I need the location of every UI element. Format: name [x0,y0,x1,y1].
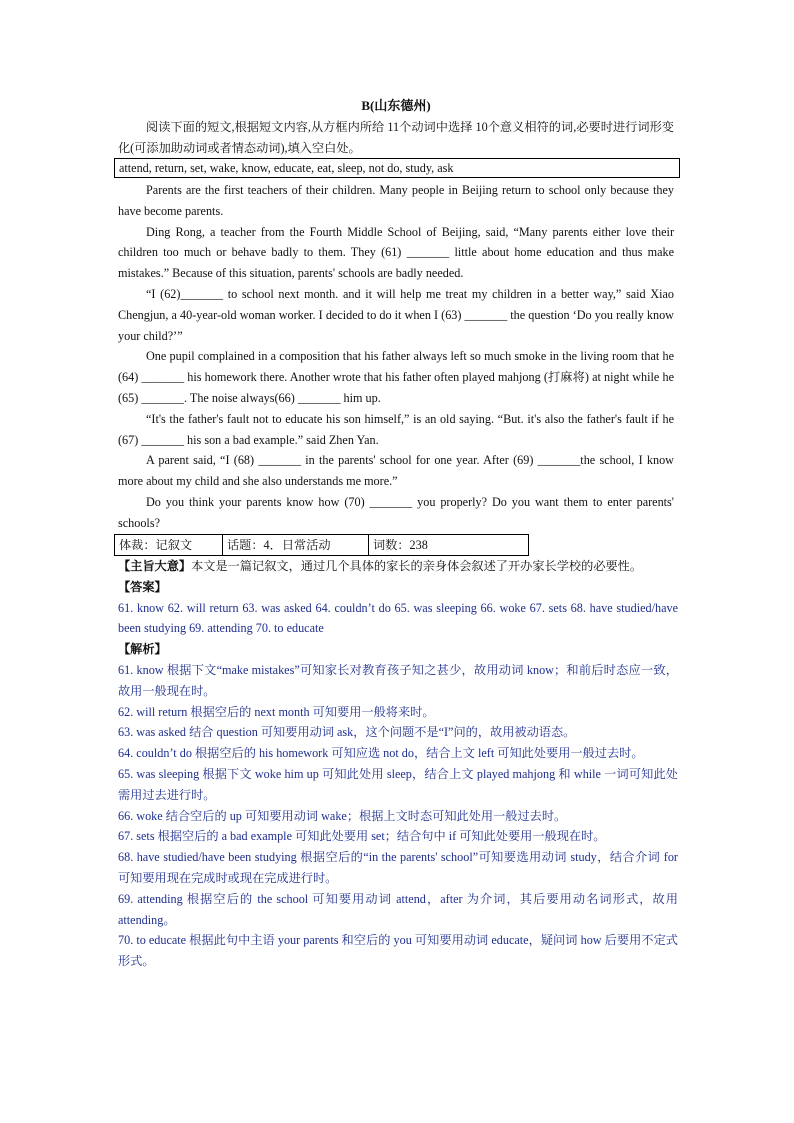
instruction-block [118,117,674,159]
topic-cell: 话题：4．日常活动 [222,535,368,555]
analysis-item-63: 63. was asked 结合 question 可知要用动词 ask，这个问题不是“I”问的，故用被动语态。 [118,725,576,740]
analysis-item-68: 68. have studied/have been studying 根据空后的“in the parents' school”可知要选用动词 study，结合介词 for 可知要用现在完成时或现在完成进行时。 [118,850,678,885]
passage-paragraph-1: Parents are the first teachers of their children. Many people in Beijing return to school only because they have become parents. [118,183,674,218]
passage-paragraph-4: One pupil complained in a composition that his father always left so much smoke in the living room that he (64) _______ his homework there. Another wrote that his father often played mahjong (打麻将) at night while he (65) _______. The noise always(66) _______ him up. [118,349,674,405]
analysis-heading: 【解析】 [118,642,167,657]
answer-list: 61. know 62. will return 63. was asked 64. couldn’t do 65. was sleeping 66. woke 67. sets 68. have studied/have been studying 69. attending 70. to educate [118,600,678,636]
word-count-cell: 词数：238 [368,535,528,555]
analysis-item-64: 64. couldn’t do 根据空后的 his homework 可知应选 not do，结合上文 left 可知此处要用一般过去时。 [118,746,644,761]
passage [118,180,674,534]
analysis-item-70: 70. to educate 根据此句中主语 your parents 和空后的 you 可知要用动词 educate，疑问词 how 后要用不定式形式。 [118,933,678,969]
analysis-item-65: 65. was sleeping 根据下文 woke him up 可知此处用 sleep，结合上文 played mahjong 和 while 一词可知此处需用过去进行时。 [118,766,678,802]
answer-section [118,556,678,972]
passage-paragraph-2: Ding Rong, a teacher from the Fourth Middle School of Beijing, said, “Many parents either love their children too much or behave badly to them. They (61) _______ little about home education and thus make mistakes.” Because of this situation, parents' schools are badly needed. [118,224,674,281]
info-table [114,534,529,556]
passage-paragraph-3: “I (62)_______ to school next month. and it will help me treat my children in a better way,” said Xiao Chengjun, a 40-year-old woman worker. I decided to do it when I (63) _______ the question ‘Do you really know your child?’” [118,286,674,343]
instruction-text: 阅读下面的短文,根据短文内容,从方框内所给 11个动词中选择 10个意义相符的词,必要时进行词形变化(可添加助动词或者情态动词),填入空白处。 [118,120,674,155]
analysis-item-66: 66. woke 结合空后的 up 可知要用动词 wake；根据上文时态可知此处用一般过去时。 [118,808,567,823]
passage-paragraph-6: A parent said, “I (68) _______ in the parents' school for one year. After (69) _______the school, I know more about my child and she also understands me more.” [118,453,674,489]
passage-paragraph-5: “It's the father's fault not to educate his son himself,” is an old saying. “But. it's also the father's fault if he (67) _______ his son a bad example.” said Zhen Yan. [118,411,674,447]
analysis-item-69: 69. attending 根据空后的 the school 可知要用动词 attend，after 为介词，其后要用动名词形式，故用 attending。 [118,891,678,927]
analysis-item-67: 67. sets 根据空后的 a bad example 可知此处要用 set；结合句中 if 可知此处要用一般现在时。 [118,829,606,844]
analysis-item-61: 61. know 根据下文“make mistakes”可知家长对教育孩子知之甚少，故用动词 know；和前后时态应一致，故用一般现在时。 [118,662,678,698]
summary-text: 本文是一篇记叙文，通过几个具体的家长的亲身体会叙述了开办家长学校的必要性。 [191,559,643,573]
passage-paragraph-7: Do you think your parents know how (70) _______ you properly? Do you want them to enter parents' schools? [118,494,674,530]
analysis-item-62: 62. will return 根据空后的 next month 可知要用一般将来时。 [118,704,435,719]
genre-cell: 体裁：记叙文 [119,538,193,552]
summary-heading: 【主旨大意】 [118,559,192,573]
summary [118,556,678,577]
word-box: attend, return, set, wake, know, educate, eat, sleep, not do, study, ask [114,158,680,178]
section-title: B(山东德州) [361,98,431,113]
answer-heading: 【答案】 [118,579,167,594]
